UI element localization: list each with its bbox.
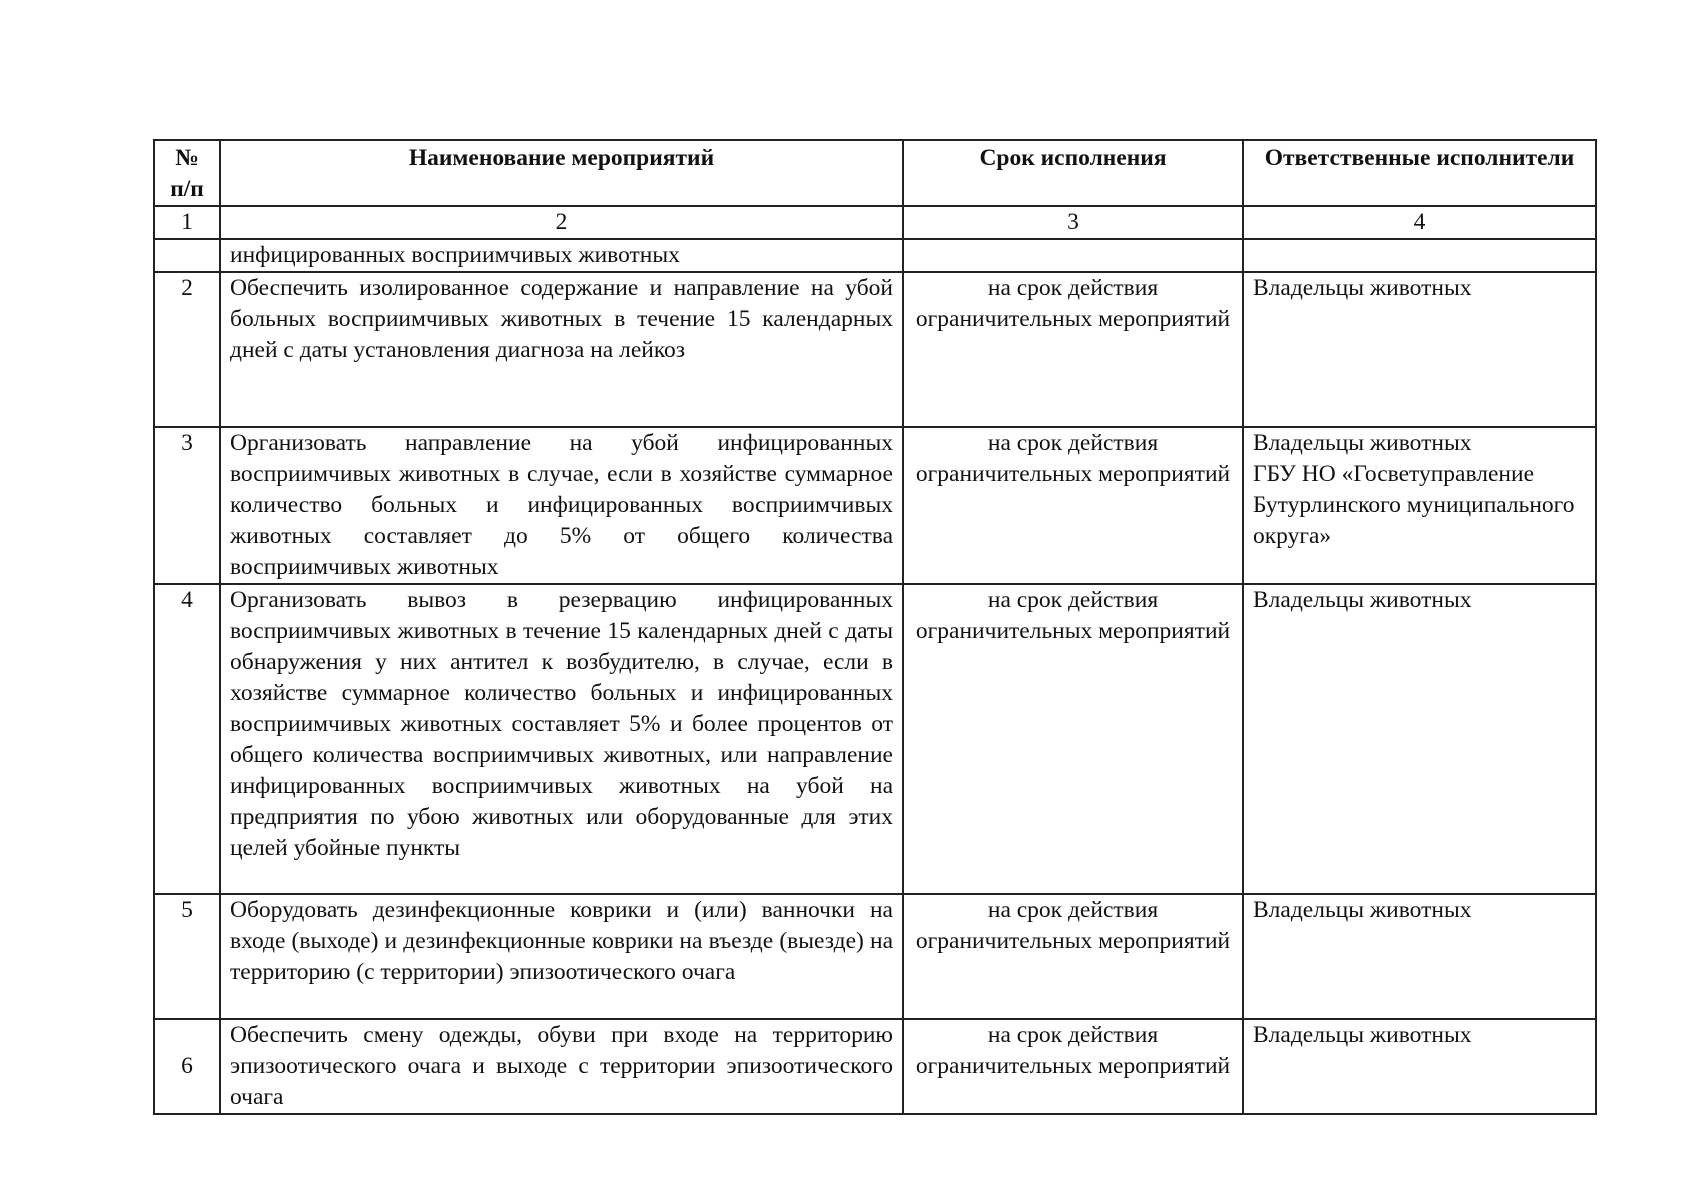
resp-line: Владельцы животных — [1253, 430, 1472, 456]
table-header-row — [154, 140, 1596, 206]
row-resp — [1243, 239, 1596, 272]
document-page — [153, 139, 1595, 1115]
header-num: № п/п — [154, 140, 220, 206]
table-row — [154, 1019, 1596, 1114]
table-row — [154, 894, 1596, 1019]
row-resp — [1243, 427, 1596, 584]
table-row — [154, 239, 1596, 272]
row-name: Оборудовать дезинфекционные коврики и (или) ванночки на входе (выходе) и дезинфекционные коврики на въезде (выезде) на территорию (с территории) эпизоотического очага — [220, 894, 903, 1019]
row-name: Обеспечить смену одежды, обуви при входе на территорию эпизоотического очага и выходе с территории эпизоотического очага — [220, 1019, 903, 1114]
row-name: Обеспечить изолированное содержание и направление на убой больных восприимчивых животных в течение 15 календарных дней с даты установления диагноза на лейкоз — [220, 272, 903, 427]
column-number: 4 — [1243, 206, 1596, 239]
row-resp: Владельцы животных — [1243, 272, 1596, 427]
row-name: инфицированных восприимчивых животных — [220, 239, 903, 272]
table-row — [154, 272, 1596, 427]
row-term: на срок действия ограничительных мероприятий — [903, 427, 1243, 584]
row-term: на срок действия ограничительных мероприятий — [903, 894, 1243, 1019]
row-term: на срок действия ограничительных мероприятий — [903, 584, 1243, 894]
row-resp: Владельцы животных — [1243, 1019, 1596, 1114]
column-number: 3 — [903, 206, 1243, 239]
header-name: Наименование мероприятий — [220, 140, 903, 206]
measures-table — [153, 139, 1597, 1115]
header-resp: Ответственные исполнители — [1243, 140, 1596, 206]
row-num: 6 — [154, 1019, 220, 1114]
table-row — [154, 427, 1596, 584]
column-numbers-row — [154, 206, 1596, 239]
row-term: на срок действия ограничительных мероприятий — [903, 272, 1243, 427]
column-number: 1 — [154, 206, 220, 239]
row-term: на срок действия ограничительных мероприятий — [903, 1019, 1243, 1114]
row-name: Организовать вывоз в резервацию инфицированных восприимчивых животных в течение 15 календарных дней с даты обнаружения у них антител к возбудителю, в случае, если в хозяйстве суммарное количество больных и инфицированных восприимчивых животных составляет 5% и более процентов от общего количества восприимчивых животных, или направление инфицированных восприимчивых животных на убой на предприятия по убою животных или оборудованные для этих целей убойные пункты — [220, 584, 903, 894]
row-num: 4 — [154, 584, 220, 894]
row-num: 5 — [154, 894, 220, 1019]
resp-line: ГБУ НО «Госветуправление Бутурлинского муниципального округа» — [1253, 461, 1575, 549]
column-number: 2 — [220, 206, 903, 239]
row-num: 3 — [154, 427, 220, 584]
table-row — [154, 584, 1596, 894]
row-term — [903, 239, 1243, 272]
row-name: Организовать направление на убой инфицированных восприимчивых животных в случае, если в хозяйстве суммарное количество больных и инфицированных восприимчивых животных составляет до 5% от общего количества восприимчивых животных — [220, 427, 903, 584]
header-term: Срок исполнения — [903, 140, 1243, 206]
row-num: 2 — [154, 272, 220, 427]
row-resp: Владельцы животных — [1243, 584, 1596, 894]
row-resp: Владельцы животных — [1243, 894, 1596, 1019]
row-num — [154, 239, 220, 272]
